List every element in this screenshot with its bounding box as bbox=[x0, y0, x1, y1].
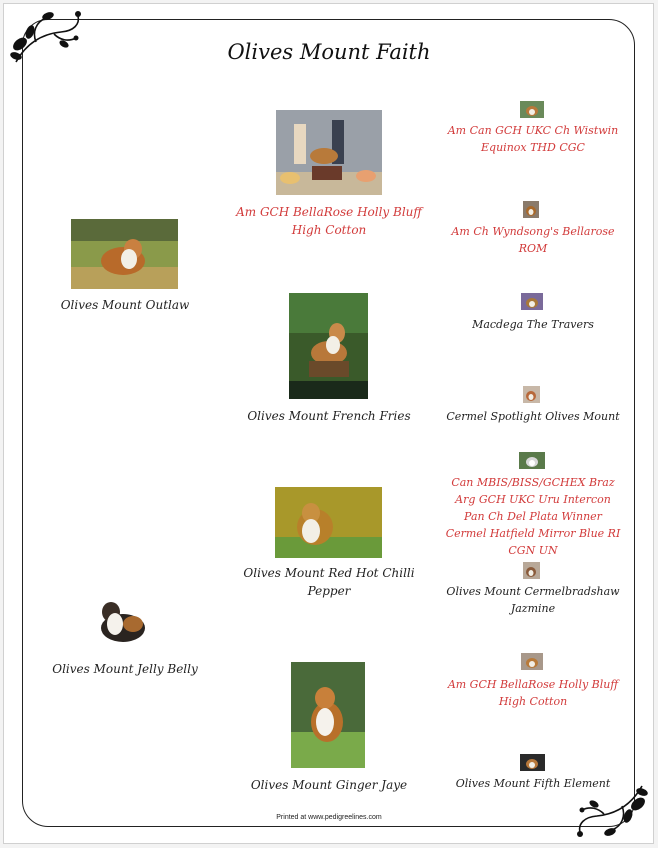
gen3-b-thumb bbox=[523, 201, 539, 218]
dam-photo bbox=[93, 594, 159, 649]
dam-dam-name: Olives Mount Ginger Jaye bbox=[250, 778, 408, 792]
gen3-e-thumb bbox=[519, 452, 545, 469]
print-footer: Printed at www.pedigreelines.com bbox=[276, 814, 382, 821]
dam-name: Olives Mount Jelly Belly bbox=[52, 662, 198, 676]
gen3-g-name: Am GCH BellaRose Holly Bluff High Cotton bbox=[447, 678, 619, 708]
gen3-f-thumb bbox=[523, 562, 540, 579]
gen3-f-name: Olives Mount Cermelbradshaw Jazmine bbox=[446, 585, 620, 615]
gen3-a-thumb bbox=[520, 101, 544, 118]
sire-sire-name: Am GCH BellaRose Holly Bluff High Cotton bbox=[236, 205, 422, 237]
gen3-d-thumb bbox=[523, 386, 540, 403]
page-title: Olives Mount Faith bbox=[227, 40, 431, 64]
gen3-b-name: Am Ch Wyndsong's Bellarose ROM bbox=[451, 225, 615, 255]
gen3-e-name: Can MBIS/BISS/GCHEX Braz Arg GCH UKC Uru Intercon Pan Ch Del Plata Winner Cermel Hatfield Mirror Blue RI CGN UN bbox=[445, 476, 621, 557]
dam-sire-photo bbox=[275, 487, 382, 558]
gen3-g-thumb bbox=[521, 653, 543, 670]
sire-dam-photo bbox=[289, 293, 368, 399]
dam-dam-photo bbox=[291, 662, 365, 768]
gen3-c-name: Macdega The Travers bbox=[472, 318, 594, 331]
gen3-h-name: Olives Mount Fifth Element bbox=[455, 777, 611, 790]
gen3-a-name: Am Can GCH UKC Ch Wistwin Equinox THD CGC bbox=[447, 124, 619, 154]
sire-photo bbox=[71, 219, 178, 289]
dam-sire-name: Olives Mount Red Hot Chilli Pepper bbox=[243, 566, 415, 598]
sire-sire-photo bbox=[276, 110, 382, 195]
gen3-d-name: Cermel Spotlight Olives Mount bbox=[446, 410, 620, 423]
gen3-c-thumb bbox=[521, 293, 543, 310]
sire-name: Olives Mount Outlaw bbox=[60, 298, 190, 312]
sire-dam-name: Olives Mount French Fries bbox=[247, 409, 411, 423]
gen3-h-thumb bbox=[520, 754, 545, 771]
